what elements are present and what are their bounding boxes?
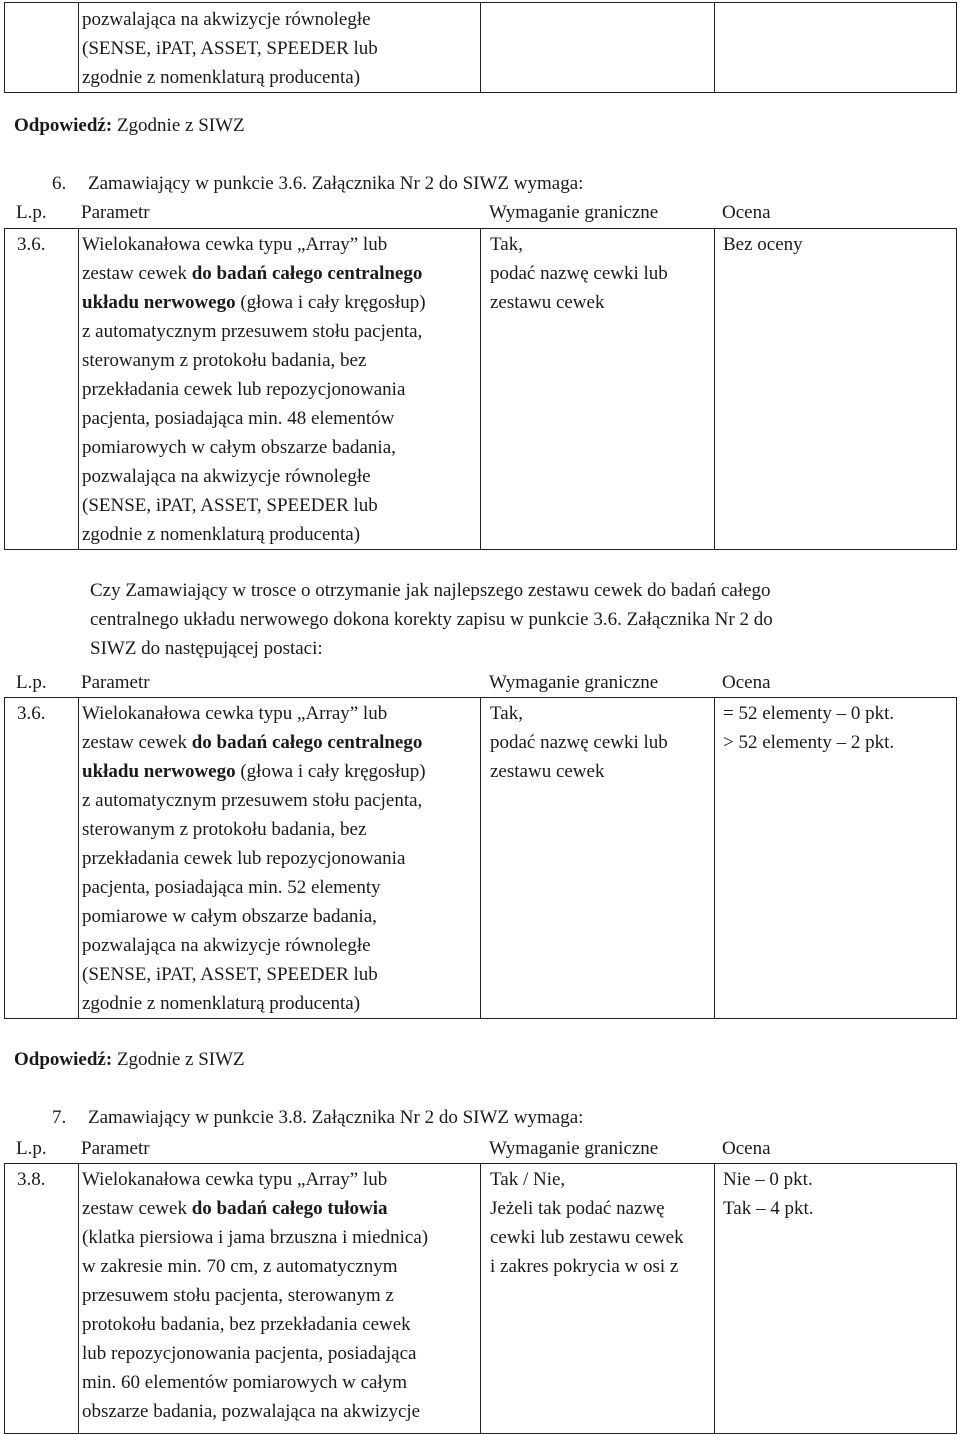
answer-text: Zgodnie z SIWZ [116, 1049, 245, 1070]
table-3-req [481, 1164, 715, 1434]
table-1-param [79, 229, 481, 550]
table-3-score [715, 1164, 957, 1434]
table-1-req [481, 229, 715, 550]
score-line: > 52 elementy – 2 pkt. [723, 732, 895, 753]
param-line [82, 873, 480, 902]
score-line: = 52 elementy – 0 pkt. [723, 703, 895, 724]
param-line [82, 462, 480, 491]
table-1-header [4, 198, 956, 227]
header-req: Wymaganie graniczne [489, 672, 659, 693]
header-param: Parametr [81, 202, 150, 223]
top-fragment-lp-cell [5, 3, 79, 93]
requirement-line: Tak, [490, 234, 523, 255]
param-text-pre: zestaw cewek [82, 732, 192, 753]
top-fragment-line: zgodnie z nomenklaturą producenta) [82, 67, 361, 88]
param-text-pre: Wielokanałowa cewka typu „Array” lub [82, 234, 388, 255]
param-line [82, 404, 480, 433]
param-text-pre: (SENSE, iPAT, ASSET, SPEEDER lub [82, 495, 378, 516]
param-line [82, 1397, 480, 1426]
header-req: Wymaganie graniczne [489, 202, 659, 223]
param-line [82, 433, 480, 462]
param-line [82, 728, 480, 757]
table-2-lp: 3.6. [5, 698, 79, 1019]
header-score: Ocena [722, 202, 771, 223]
requirement-line: podać nazwę cewki lub [490, 263, 668, 284]
param-line [82, 1194, 480, 1223]
param-line [82, 786, 480, 815]
param-line [82, 815, 480, 844]
param-line [82, 757, 480, 786]
top-fragment-param-cell [79, 3, 481, 93]
question-6-heading [52, 169, 583, 198]
requirement-line: zestawu cewek [490, 292, 605, 313]
requirement-line: podać nazwę cewki lub [490, 732, 668, 753]
param-text-bold: do badań całego tułowia [191, 1198, 388, 1219]
header-lp: L.p. [16, 672, 47, 693]
requirement-line: Tak / Nie, [490, 1169, 566, 1190]
param-line [82, 1368, 480, 1397]
param-text-pre: sterowanym z protokołu badania, bez [82, 350, 367, 371]
header-req: Wymaganie graniczne [489, 1138, 659, 1159]
table-2-score [715, 698, 957, 1019]
param-text-pre: (SENSE, iPAT, ASSET, SPEEDER lub [82, 964, 378, 985]
score-line: Bez oceny [723, 234, 803, 255]
param-text-pre: pomiarowych w całym obszarze badania, [82, 437, 396, 458]
param-line [82, 346, 480, 375]
param-text-pre: przekładania cewek lub repozycjonowania [82, 379, 406, 400]
top-fragment-table [4, 2, 957, 93]
answer-1 [14, 111, 245, 140]
param-text-pre: (klatka piersiowa i jama brzuszna i miednica) [82, 1227, 429, 1248]
param-line [82, 902, 480, 931]
answer-label: Odpowiedź: [14, 1049, 113, 1070]
param-text-post: (głowa i cały kręgosłup) [235, 761, 426, 782]
requirement-line: Jeżeli tak podać nazwę [490, 1198, 665, 1219]
question-paragraph [90, 576, 773, 663]
top-fragment-score-cell [715, 3, 957, 93]
param-text-pre: w zakresie min. 70 cm, z automatycznym [82, 1256, 398, 1277]
table-2-req [481, 698, 715, 1019]
requirement-line: zestawu cewek [490, 761, 605, 782]
param-text-pre: pozwalająca na akwizycje równoległe [82, 935, 371, 956]
table-3-param [79, 1164, 481, 1434]
param-text-pre: zgodnie z nomenklaturą producenta) [82, 524, 361, 545]
requirements-table-1 [4, 228, 957, 550]
requirement-line: i zakres pokrycia w osi z [490, 1256, 679, 1277]
requirement-line: cewki lub zestawu cewek [490, 1227, 684, 1248]
answer-label: Odpowiedź: [14, 115, 113, 136]
score-line: Nie – 0 pkt. [723, 1169, 813, 1190]
question-text: Zamawiający w punkcie 3.6. Załącznika Nr 2 do SIWZ wymaga: [88, 173, 584, 194]
param-line [82, 1310, 480, 1339]
param-text-pre: zestaw cewek [82, 263, 192, 284]
param-line [82, 1339, 480, 1368]
param-line [82, 931, 480, 960]
param-line [82, 520, 480, 549]
requirements-table-3 [4, 1163, 957, 1434]
param-line [82, 230, 480, 259]
param-text-pre: pomiarowe w całym obszarze badania, [82, 906, 377, 927]
param-line [82, 699, 480, 728]
param-text-bold: układu nerwowego [82, 292, 236, 313]
score-line: Tak – 4 pkt. [723, 1198, 814, 1219]
param-line [82, 491, 480, 520]
param-line [82, 375, 480, 404]
top-fragment-req-cell [481, 3, 715, 93]
param-line [82, 1281, 480, 1310]
param-text-pre: obszarze badania, pozwalająca na akwizycje [82, 1401, 421, 1422]
param-text-post: (głowa i cały kręgosłup) [235, 292, 426, 313]
question-text: Zamawiający w punkcie 3.8. Załącznika Nr 2 do SIWZ wymaga: [88, 1107, 584, 1128]
top-fragment-line: pozwalająca na akwizycje równoległe [82, 9, 371, 30]
question-number: 7. [52, 1107, 67, 1128]
question-paragraph-line: centralnego układu nerwowego dokona korekty zapisu w punkcie 3.6. Załącznika Nr 2 do [90, 609, 773, 630]
header-score: Ocena [722, 1138, 771, 1159]
param-line [82, 1165, 480, 1194]
requirement-line: Tak, [490, 703, 523, 724]
param-text-pre: lub repozycjonowania pacjenta, posiadająca [82, 1343, 417, 1364]
param-text-pre: sterowanym z protokołu badania, bez [82, 819, 367, 840]
param-line [82, 259, 480, 288]
header-score: Ocena [722, 672, 771, 693]
header-param: Parametr [81, 1138, 150, 1159]
answer-text: Zgodnie z SIWZ [116, 115, 245, 136]
table-3-header [4, 1134, 956, 1163]
param-line [82, 989, 480, 1018]
param-text-pre: pacjenta, posiadająca min. 48 elementów [82, 408, 395, 429]
param-text-pre: przesuwem stołu pacjenta, sterowanym z [82, 1285, 394, 1306]
param-text-pre: pacjenta, posiadająca min. 52 elementy [82, 877, 381, 898]
question-number: 6. [52, 173, 67, 194]
param-text-pre: Wielokanałowa cewka typu „Array” lub [82, 1169, 388, 1190]
param-line [82, 1223, 480, 1252]
header-lp: L.p. [16, 202, 47, 223]
table-1-lp: 3.6. [5, 229, 79, 550]
param-text-pre: zgodnie z nomenklaturą producenta) [82, 993, 361, 1014]
question-paragraph-line: SIWZ do następującej postaci: [90, 638, 323, 659]
param-text-bold: do badań całego centralnego [191, 263, 423, 284]
table-2-param [79, 698, 481, 1019]
param-line [82, 844, 480, 873]
question-paragraph-line: Czy Zamawiający w trosce o otrzymanie jak najlepszego zestawu cewek do badań całego [90, 580, 771, 601]
table-1-score [715, 229, 957, 550]
table-3-lp: 3.8. [5, 1164, 79, 1434]
param-text-pre: z automatycznym przesuwem stołu pacjenta, [82, 321, 423, 342]
param-line [82, 288, 480, 317]
param-text-pre: pozwalająca na akwizycje równoległe [82, 466, 371, 487]
param-line [82, 960, 480, 989]
param-text-pre: zestaw cewek [82, 1198, 192, 1219]
header-lp: L.p. [16, 1138, 47, 1159]
top-fragment-line: (SENSE, iPAT, ASSET, SPEEDER lub [82, 38, 378, 59]
table-2-header [4, 668, 956, 697]
answer-2 [14, 1045, 245, 1074]
param-line [82, 1252, 480, 1281]
param-text-pre: min. 60 elementów pomiarowych w całym [82, 1372, 408, 1393]
requirements-table-2 [4, 697, 957, 1019]
param-text-pre: przekładania cewek lub repozycjonowania [82, 848, 406, 869]
param-text-bold: układu nerwowego [82, 761, 236, 782]
param-text-pre: protokołu badania, bez przekładania cewek [82, 1314, 411, 1335]
param-line [82, 317, 480, 346]
question-7-heading [52, 1103, 583, 1132]
param-text-pre: z automatycznym przesuwem stołu pacjenta, [82, 790, 423, 811]
param-text-pre: Wielokanałowa cewka typu „Array” lub [82, 703, 388, 724]
header-param: Parametr [81, 672, 150, 693]
param-text-bold: do badań całego centralnego [191, 732, 423, 753]
